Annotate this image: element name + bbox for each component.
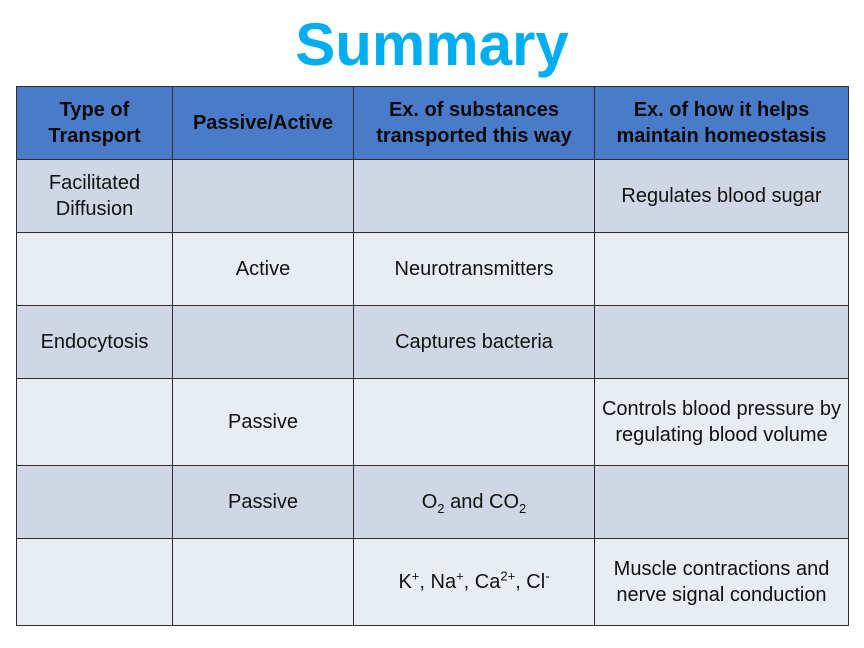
cl-superscript: - <box>545 568 550 584</box>
table-cell: Controls blood pressure by regulating blood volume <box>595 379 849 466</box>
co2-subscript: 2 <box>519 501 527 516</box>
table-row <box>17 466 849 539</box>
table-cell: Regulates blood sugar <box>595 160 849 233</box>
table-cell <box>17 466 173 539</box>
and-co-text: and CO <box>444 491 520 513</box>
table-cell: Neurotransmitters <box>354 233 595 306</box>
table-cell: Endocytosis <box>17 306 173 379</box>
ca-superscript: 2+ <box>500 568 516 584</box>
table-cell <box>17 233 173 306</box>
table-row <box>17 379 849 466</box>
table-cell <box>173 306 354 379</box>
table-header-row <box>17 87 849 160</box>
table-cell-o2-co2 <box>354 466 595 539</box>
k-text: K <box>398 571 412 593</box>
table-cell <box>17 539 173 626</box>
header-substances: Ex. of substances transported this way <box>354 87 595 160</box>
na-superscript: + <box>456 568 464 584</box>
table-cell: Passive <box>173 379 354 466</box>
table-cell <box>595 466 849 539</box>
na-text: , Na <box>419 571 457 593</box>
table-cell: Captures bacteria <box>354 306 595 379</box>
k-superscript: + <box>411 568 420 584</box>
table-row <box>17 306 849 379</box>
ca-text: , Ca <box>463 571 501 593</box>
table-cell <box>595 306 849 379</box>
table-cell <box>17 379 173 466</box>
table-cell <box>173 160 354 233</box>
table-cell <box>354 379 595 466</box>
header-homeostasis: Ex. of how it helps maintain homeostasis <box>595 87 849 160</box>
header-passive-active: Passive/Active <box>173 87 354 160</box>
page-title: Summary <box>295 11 569 78</box>
table-cell <box>354 160 595 233</box>
table-cell <box>595 233 849 306</box>
table-row <box>17 233 849 306</box>
table-cell: Muscle contractions and nerve signal conduction <box>595 539 849 626</box>
cl-text: , Cl <box>515 571 546 593</box>
table-cell: Passive <box>173 466 354 539</box>
o2-text: O <box>421 491 438 513</box>
table-cell-ions <box>354 539 595 626</box>
table-row <box>17 539 849 626</box>
table-row <box>17 160 849 233</box>
table-cell: Active <box>173 233 354 306</box>
summary-table <box>16 86 849 626</box>
table-cell <box>173 539 354 626</box>
table-cell: Facilitated Diffusion <box>17 160 173 233</box>
header-type-of-transport: Type of Transport <box>17 87 173 160</box>
o2-subscript: 2 <box>437 501 445 516</box>
